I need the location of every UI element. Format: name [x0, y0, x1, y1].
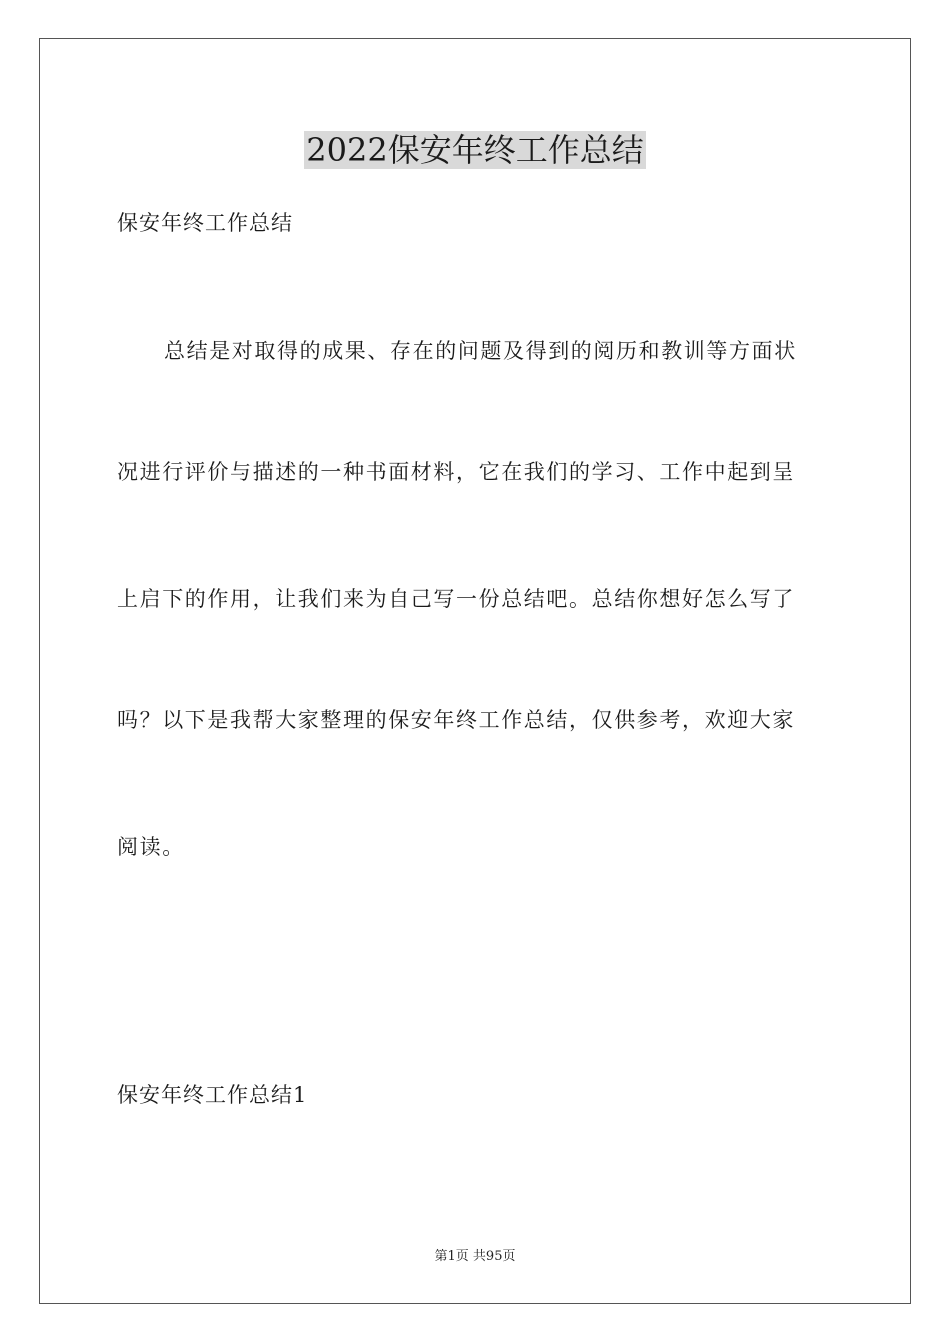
- document-subtitle: 保安年终工作总结: [117, 211, 293, 235]
- intro-paragraph-line: 吗？以下是我帮大家整理的保安年终工作总结，仅供参考，欢迎大家: [117, 708, 795, 732]
- page-number-footer: 第1页 共95页: [434, 1249, 516, 1264]
- intro-paragraph-line: 况进行评价与描述的一种书面材料，它在我们的学习、工作中起到呈: [117, 460, 795, 484]
- document-title-text: 2022保安年终工作总结: [306, 131, 644, 169]
- section-heading: 保安年终工作总结1: [117, 1083, 308, 1107]
- intro-paragraph-line: 阅读。: [117, 835, 185, 859]
- intro-paragraph-line: 总结是对取得的成果、存在的问题及得到的阅历和教训等方面状: [164, 339, 797, 363]
- document-title: [0, 128, 950, 172]
- intro-paragraph-line: 上启下的作用，让我们来为自己写一份总结吧。总结你想好怎么写了: [117, 587, 795, 611]
